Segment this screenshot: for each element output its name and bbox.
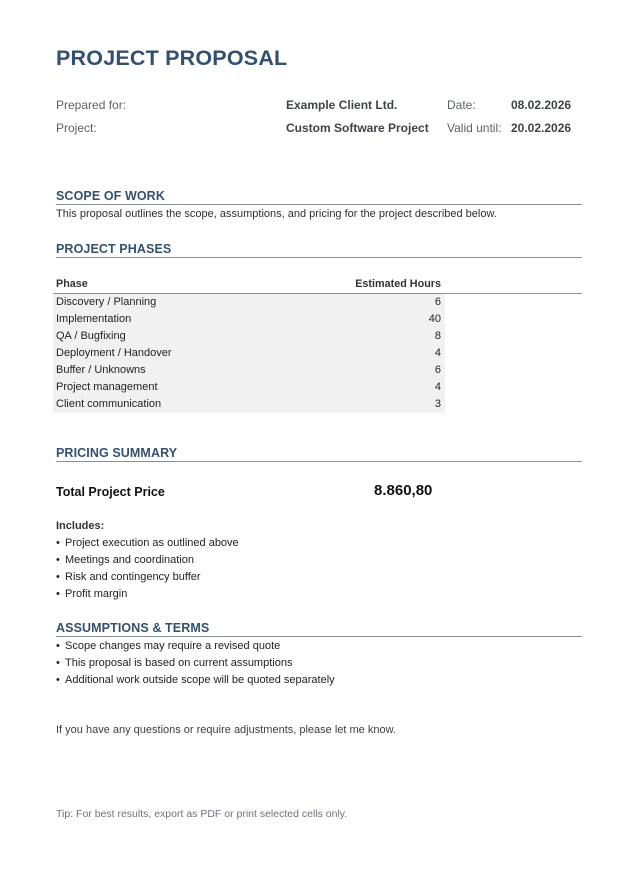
project-label: Project:: [56, 121, 97, 135]
prepared-for-label: Prepared for:: [56, 98, 127, 112]
date-value: 08.02.2026: [511, 98, 572, 112]
bullet: •: [56, 571, 60, 583]
scope-heading: SCOPE OF WORK: [56, 189, 582, 205]
bullet: •: [56, 640, 60, 652]
bullet: •: [56, 537, 60, 549]
bullet: •: [56, 588, 60, 600]
list-item: [56, 655, 335, 672]
valid-until-label: Valid until:: [447, 121, 502, 135]
bullet: •: [56, 674, 60, 686]
table-row: [53, 311, 445, 328]
table-row: [53, 362, 445, 379]
bullet: •: [56, 657, 60, 669]
prepared-for-value: Example Client Ltd.: [286, 98, 398, 112]
hours-cell: 40: [428, 313, 441, 325]
hours-cell: 8: [434, 330, 441, 342]
list-item: [56, 552, 239, 569]
table-row: [53, 328, 445, 345]
valid-until-value: 20.02.2026: [511, 121, 572, 135]
list-item-text: This proposal is based on current assumptions: [65, 657, 293, 669]
hours-cell: 6: [434, 364, 441, 376]
column-header-phase: Phase: [56, 278, 88, 290]
list-item: [56, 586, 239, 603]
phase-cell: Client communication: [56, 398, 162, 410]
scope-text: This proposal outlines the scope, assumptions, and pricing for the project described below.: [56, 208, 497, 220]
list-item-text: Profit margin: [65, 588, 128, 600]
phase-cell: Project management: [56, 381, 158, 393]
list-item-text: Project execution as outlined above: [65, 537, 239, 549]
phase-cell: Implementation: [56, 313, 132, 325]
total-price-label: Total Project Price: [56, 485, 165, 499]
list-item-text: Scope changes may require a revised quote: [65, 640, 281, 652]
phases-table: [53, 277, 582, 413]
table-row: [53, 379, 445, 396]
column-header-hours: Estimated Hours: [355, 278, 441, 290]
phase-cell: Buffer / Unknowns: [56, 364, 146, 376]
includes-list: [56, 535, 239, 603]
page-title: PROJECT PROPOSAL: [56, 46, 288, 70]
hours-cell: 3: [434, 398, 441, 410]
bullet: •: [56, 554, 60, 566]
meta-row-prepared: [56, 98, 586, 114]
phases-heading: PROJECT PHASES: [56, 242, 582, 258]
project-value: Custom Software Project: [286, 121, 429, 135]
list-item: [56, 569, 239, 586]
phase-cell: QA / Bugfixing: [56, 330, 126, 342]
terms-heading: ASSUMPTIONS & TERMS: [56, 621, 582, 637]
hours-cell: 6: [434, 296, 441, 308]
total-price-value: 8.860,80: [374, 482, 433, 499]
list-item: [56, 535, 239, 552]
table-header: [53, 277, 582, 294]
date-label: Date:: [447, 98, 476, 112]
terms-list: [56, 638, 335, 689]
list-item-text: Risk and contingency buffer: [65, 571, 201, 583]
phase-cell: Deployment / Handover: [56, 347, 172, 359]
includes-title: Includes:: [56, 520, 105, 532]
table-row: [53, 345, 445, 362]
list-item: [56, 638, 335, 655]
table-row: [53, 294, 445, 311]
list-item-text: Meetings and coordination: [65, 554, 195, 566]
list-item-text: Additional work outside scope will be quoted separately: [65, 674, 335, 686]
tip-text: Tip: For best results, export as PDF or print selected cells only.: [56, 808, 348, 820]
phase-cell: Discovery / Planning: [56, 296, 157, 308]
list-item: [56, 672, 335, 689]
meta-row-project: [56, 121, 586, 137]
closing-text: If you have any questions or require adjustments, please let me know.: [56, 724, 396, 736]
hours-cell: 4: [434, 381, 441, 393]
pricing-heading: PRICING SUMMARY: [56, 446, 582, 462]
hours-cell: 4: [434, 347, 441, 359]
table-row: [53, 396, 445, 413]
